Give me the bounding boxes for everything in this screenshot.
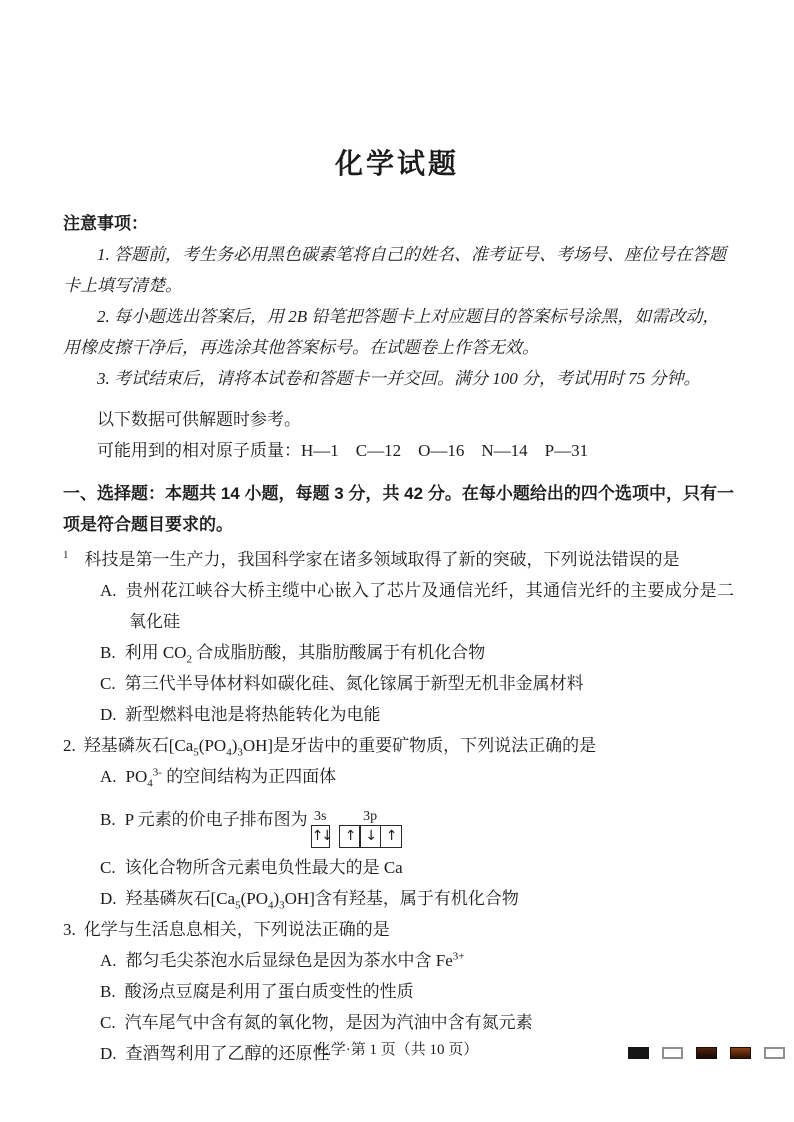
print-mark-5: [764, 1047, 785, 1059]
question-2-number: 2.: [63, 736, 76, 755]
question-1-option-b: B. 利用 $CO_2$ 合成脂肪酸，其脂肪酸属于有机化合物: [100, 643, 486, 666]
notice-item-3: 3. 考试结束后，请将本试卷和答题卡一并交回。满分 100 分，考试用时 75 分钟。: [97, 369, 701, 388]
question-2-stem: 2. 羟基磷灰石$[Ca_5(PO_4)_3OH]$是牙齿中的重要矿物质，下列说法正确的是: [63, 736, 597, 759]
question-2-option-c: C. 该化合物所含元素电负性最大的是 Ca: [100, 858, 403, 877]
section-heading: 一、选择题：本题共 14 小题，每题 3 分，共 42 分。在每小题给出的四个选项中，只有一项是符合题目要求的。: [63, 484, 734, 534]
question-2-option-d: D. 羟基磷灰石$[Ca_5(PO_4)_3OH]$含有羟基，属于有机化合物: [100, 889, 519, 912]
question-3-option-b: B. 酸汤点豆腐是利用了蛋白质变性的性质: [100, 982, 414, 1001]
orbital-3p-cell-1: ↑: [339, 825, 361, 848]
question-1-option-c: C. 第三代半导体材料如碳化硅、氮化镓属于新型无机非金属材料: [100, 674, 584, 693]
print-mark-4: [730, 1047, 751, 1059]
question-3-option-d: D. 查酒驾利用了乙醇的还原性: [100, 1044, 330, 1063]
question-3-option-c: C. 汽车尾气中含有氮的氧化物，是因为汽油中含有氮元素: [100, 1013, 533, 1032]
orbital-3p-cell-3: ↑: [380, 825, 402, 848]
question-2-option-b: B. P 元素的价电子排布图为 3s ↑↓ 3p ↑ ↓ ↑: [63, 792, 734, 852]
notice-item-1: 1. 答题前，考生务必用黑色碳素笔将自己的姓名、准考证号、考场号、座位号在答题卡上填写清楚。: [63, 245, 726, 295]
orbital-3p-label: 3p: [363, 809, 378, 824]
orbital-3s-cell: ↑↓: [311, 825, 330, 848]
question-1: [63, 540, 734, 730]
question-1-option-d: D. 新型燃料电池是将热能转化为电能: [100, 705, 381, 724]
question-3-option-a: A. 都匀毛尖茶泡水后显绿色是因为茶水中含 $Fe^{3+}$: [100, 950, 465, 970]
question-2: [63, 730, 734, 914]
print-mark-1: [628, 1047, 649, 1059]
orbital-3p-group: [339, 808, 402, 848]
question-3-stem: 3. 化学与生活息息相关，下列说法正确的是: [63, 920, 390, 939]
page-content: [0, 208, 794, 1069]
orbital-3p-cell-2: ↓: [359, 825, 381, 848]
question-1-stem: $^1$ 科技是第一生产力，我国科学家在诸多领域取得了新的突破，下列说法错误的是: [63, 549, 680, 569]
reference-intro: 以下数据可供解题时参考。: [97, 410, 301, 429]
print-mark-3: [696, 1047, 717, 1059]
notice-item-2: 2. 每小题选出答案后，用 2B 铅笔把答题卡上对应题目的答案标号涂黑，如需改动，用橡皮擦干净后，再选涂其他答案标号。在试题卷上作答无效。: [63, 307, 720, 357]
question-1-option-a: A. 贵州花江峡谷大桥主缆中心嵌入了芯片及通信光纤，其通信光纤的主要成分是二氧化硅: [100, 581, 734, 631]
question-1-number: 1: [63, 549, 69, 561]
page-footer: 化学·第 1 页（共 10 页）: [315, 1042, 479, 1058]
notice-heading: 注意事项：: [63, 214, 148, 233]
atomic-masses: 可能用到的相对原子质量：H—1 C—12 O—16 N—14 P—31: [97, 441, 589, 460]
print-registration-marks: [628, 1047, 785, 1059]
orbital-3s-label: 3s: [313, 809, 327, 824]
orbital-diagram: [311, 808, 402, 848]
page-title: 化学试题: [334, 149, 459, 180]
question-2-option-a: A. $PO_4^{3-}$ 的空间结构为正四面体: [100, 766, 337, 790]
question-3-number: 3.: [63, 920, 76, 939]
orbital-3s-group: [311, 808, 330, 848]
print-mark-2: [662, 1047, 683, 1059]
